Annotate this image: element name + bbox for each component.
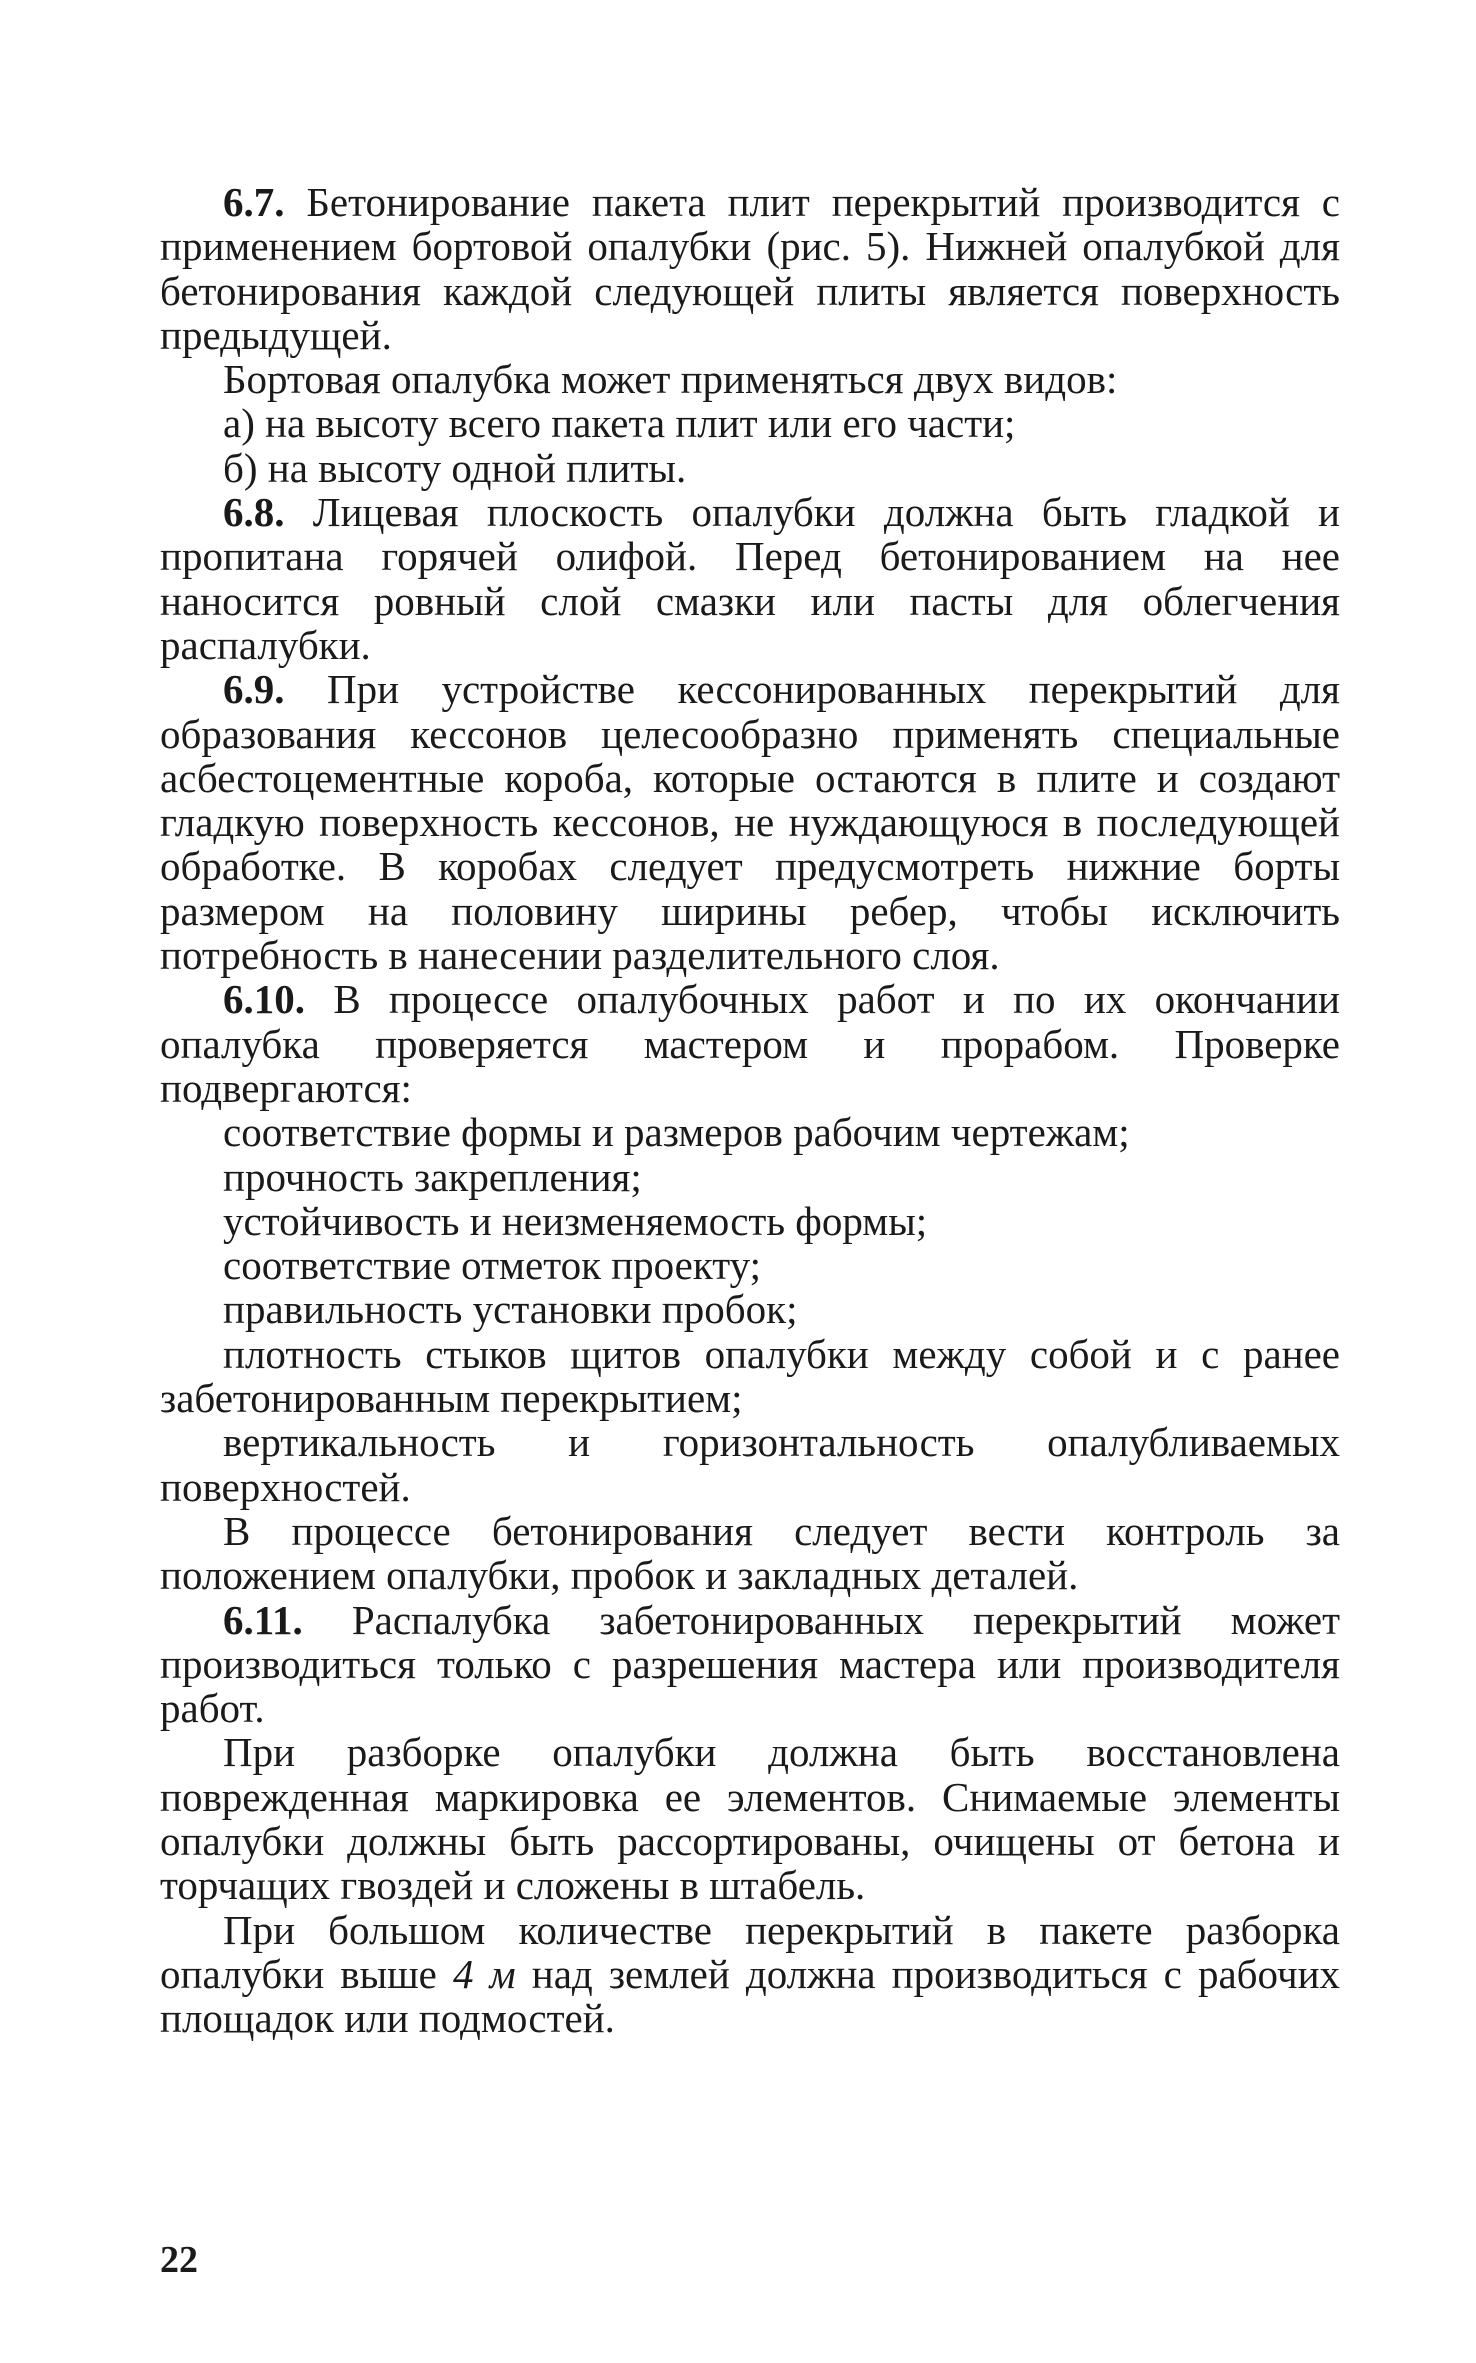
paragraph-formwork-types — [160, 357, 1340, 401]
paragraph-text: При большом количестве перекрытий в пакете разборка опалубки выше — [160, 1906, 1340, 1997]
paragraph-concreting-control — [160, 1509, 1340, 1598]
paragraph-text: прочность закрепления; — [223, 1153, 642, 1200]
paragraph-text: соответствие формы и размеров рабочим чертежам; — [223, 1109, 1130, 1156]
paragraph-text: Распалубка забетонированных перекрытий может производиться только с разрешения мастера или производителя работ. — [160, 1596, 1340, 1732]
paragraph-text: а) на высоту всего пакета плит или его части; — [223, 400, 1016, 447]
check-item — [160, 1420, 1340, 1509]
paragraph-dismantling — [160, 1730, 1340, 1907]
check-item — [160, 1110, 1340, 1154]
paragraph-text: соответствие отметок проекту; — [223, 1242, 761, 1289]
check-item — [160, 1287, 1340, 1331]
paragraph-text: При разборке опалубки должна быть восстановлена поврежденная маркировка ее элементов. Снимаемые элементы опалубки должны быть рассортированы, очищены от бетона и торчащих гвоздей и сложены в штабель. — [160, 1729, 1340, 1909]
paragraph-6-11 — [160, 1598, 1340, 1731]
paragraph-text: устойчивость и неизменяемость формы; — [223, 1197, 928, 1244]
page-number: 22 — [160, 2239, 198, 2281]
list-item-b — [160, 446, 1340, 490]
check-item — [160, 1155, 1340, 1199]
paragraph-text: В процессе бетонирования следует вести контроль за положением опалубки, пробок и закладных деталей. — [160, 1507, 1340, 1599]
page-text — [160, 180, 1340, 2040]
paragraph-text: В процессе опалубочных работ и по их окончании опалубка проверяется мастером и прорабом. Проверке подвергаются: — [160, 976, 1340, 1111]
paragraph-text: Бетонирование пакета плит перекрытий производится с применением бортовой опалубки (рис. 5). Нижней опалубкой для бетонирования каждой следующей плиты является поверхность предыдущей. — [160, 179, 1340, 358]
check-item — [160, 1243, 1340, 1287]
paragraph-text: плотность стыков щитов опалубки между собой и с ранее забетонированным перекрытием; — [160, 1330, 1340, 1422]
clause-number: 6.9. — [223, 666, 285, 713]
paragraph-text: правильность установки пробок; — [223, 1286, 798, 1333]
paragraph-scaffolding — [160, 1908, 1340, 2041]
paragraph-6-8 — [160, 490, 1340, 667]
paragraph-6-10 — [160, 977, 1340, 1110]
paragraph-text: Бортовая опалубка может применяться двух видов: — [223, 356, 1118, 403]
paragraph-text: б) на высоту одной плиты. — [223, 444, 687, 491]
paragraph-text: над землей должна производиться с рабочих площадок или подмостей. — [160, 1950, 1341, 2042]
paragraph-text: При устройстве кессонированных перекрытий для образования кессонов целесообразно применять специальные асбестоцементные короба, которые остаются в плите и создают гладкую поверхность кессонов, не нуждающуюся в последующей обработке. В коробах следует предусмотреть нижние борты размером на половину ширины ребер, чтобы исключить потребность в нанесении разделительного слоя. — [160, 666, 1340, 979]
height-value: 4 м — [452, 1950, 516, 1997]
paragraph-6-9 — [160, 667, 1340, 977]
paragraph-6-7 — [160, 180, 1340, 357]
paragraph-text: вертикальность и горизонтальность опалубливаемых поверхностей. — [160, 1419, 1340, 1510]
check-item — [160, 1332, 1340, 1421]
paragraph-text: Лицевая плоскость опалубки должна быть гладкой и пропитана горячей олифой. Перед бетонированием на нее наносится ровный слой смазки или пасты для облегчения распалубки. — [160, 489, 1341, 668]
clause-number: 6.8. — [223, 489, 285, 536]
check-item — [160, 1199, 1340, 1243]
list-item-a — [160, 401, 1340, 445]
clause-number: 6.11. — [223, 1596, 303, 1643]
clause-number: 6.7. — [223, 179, 285, 225]
clause-number: 6.10. — [223, 976, 305, 1023]
